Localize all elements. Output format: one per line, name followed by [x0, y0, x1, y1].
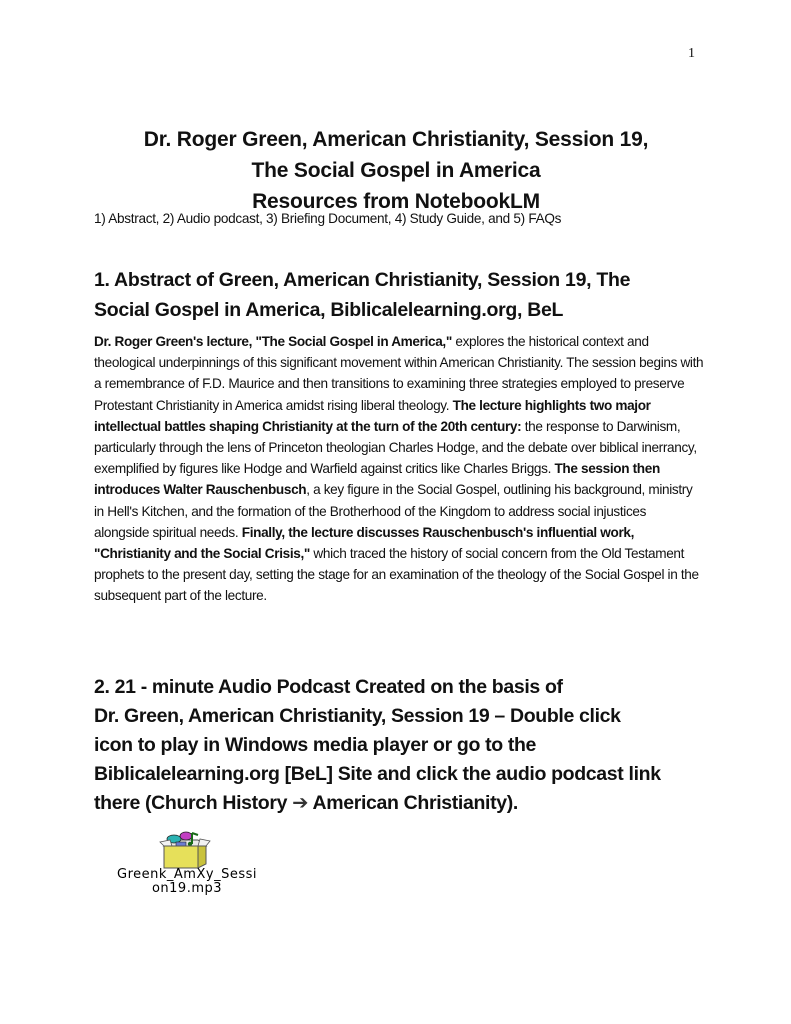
title-line-1: Dr. Roger Green, American Christianity, Session 19,	[143, 128, 649, 151]
title-line-2: The Social Gospel in America	[251, 159, 541, 182]
heading-line: Dr. Green, American Christianity, Session 19 – Double click	[94, 705, 621, 727]
right-arrow-icon: ➔	[292, 792, 309, 814]
title-line-3: Resources from NotebookLM	[252, 190, 540, 213]
heading-line: Social Gospel in America, Biblicalelearning.org, BeL	[94, 299, 564, 321]
section-1-heading	[94, 265, 734, 325]
heading-line: 1. Abstract of Green, American Christianity, Session 19, The	[94, 269, 631, 291]
audio-file-label[interactable]	[92, 868, 282, 896]
heading-text: there (Church History	[94, 792, 293, 814]
heading-line: 2. 21 - minute Audio Podcast Created on the basis of	[94, 676, 563, 698]
abstract-paragraph	[94, 331, 704, 607]
heading-line: icon to play in Windows media player or go to the	[94, 734, 537, 756]
file-name-line: Greenk_AmXy_Sessi	[117, 867, 257, 882]
abstract-bold-span: The lecture highlights two major intellectual battles shaping Christianity at the turn of the 20th century:	[94, 397, 651, 434]
abstract-bold-span: Finally, the lecture discusses Rauschenbusch's influential work, "Christianity and the Social Crisis,"	[94, 524, 635, 562]
abstract-span: , a key figure in the Social Gospel, outlining his background, ministry in Hell's Kitchen, and the formation of the Brotherhood of the Kingdom to address social injustices alongside spiritual needs.	[94, 482, 693, 540]
heading-line	[94, 789, 714, 818]
abstract-bold-span: Dr. Roger Green's lecture, "The Social Gospel in America,"	[94, 334, 452, 349]
file-name-line: on19.mp3	[151, 881, 223, 896]
heading-text: American Christianity).	[308, 792, 518, 814]
abstract-bold-span: The session then introduces Walter Rauschenbusch	[94, 461, 660, 498]
table-of-contents: 1) Abstract, 2) Audio podcast, 3) Briefing Document, 4) Study Guide, and 5) FAQs	[94, 211, 562, 226]
document-title	[80, 124, 712, 217]
audio-file-package-icon[interactable]	[158, 830, 212, 870]
abstract-span: the response to Darwinism, particularly through the lens of Princeton theologian Charles Hodge, and the debate over biblical inerrancy, exemplified by figures like Hodge and Warfield against critics like Charles Briggs.	[94, 418, 697, 477]
page-number: 1	[688, 46, 695, 61]
section-2-heading	[94, 673, 714, 818]
abstract-span: explores the historical context and theological underpinnings of this significant movement within American Christianity. The session begins with a remembrance of F.D. Maurice and then transitions to examining three strategies employed to preserve Protestant Christianity in America amidst rising liberal theology.	[94, 334, 704, 413]
heading-line: Biblicalelearning.org [BeL] Site and click the audio podcast link	[94, 763, 661, 785]
abstract-span: which traced the history of social concern from the Old Testament prophets to the present day, setting the stage for an examination of the theology of the Social Gospel in the subsequent part of the lecture.	[94, 546, 699, 604]
